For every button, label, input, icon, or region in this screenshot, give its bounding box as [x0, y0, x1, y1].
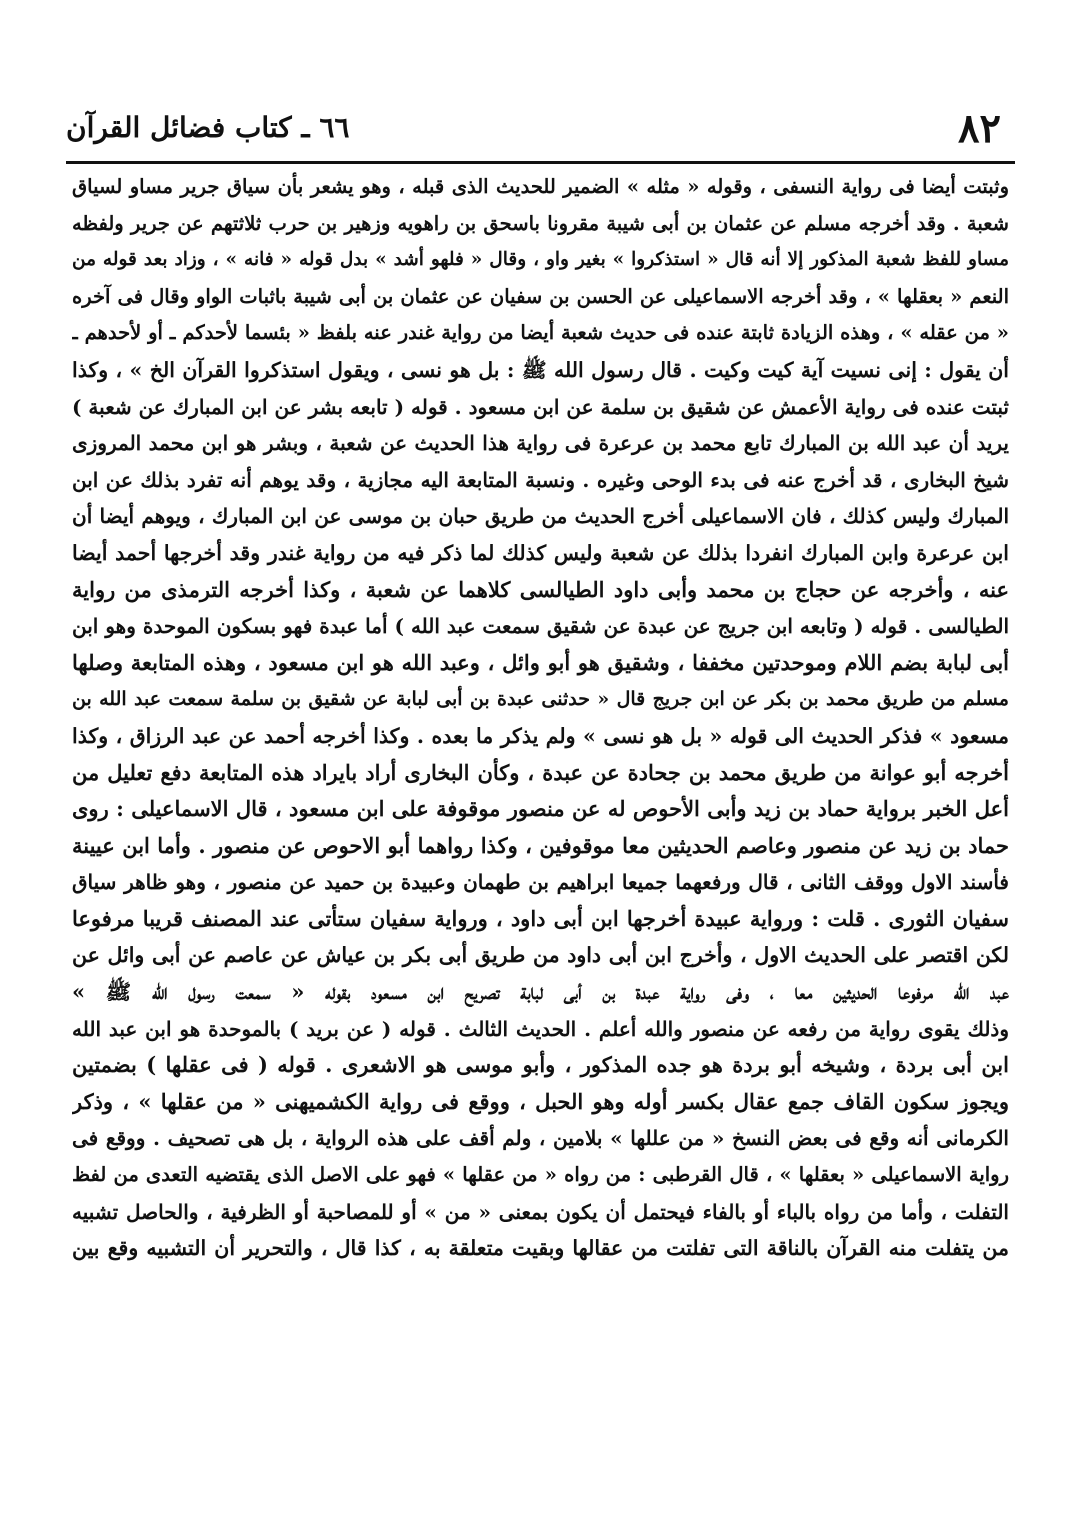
running-title: ٦٦ ـ كتاب فضائل القرآن	[66, 111, 350, 144]
text-line: وذلك يقوى رواية من رفعه عن منصور والله أعلم . الحديث الثالث . قوله ( عن بريد ) بالموحدة هو ابن عبد الله	[72, 1016, 1009, 1041]
text-line: مسعود » فذكر الحديث الى قوله « بل هو نسى » ولم يذكر ما بعده . وكذا أخرجه أحمد عن عبد الرزاق ، وكذا	[72, 723, 1009, 748]
text-line: عنه ، وأخرجه عن حجاج بن محمد وأبى داود الطيالسى كلاهما عن شعبة ، وكذا أخرجه الترمذى من رواية	[72, 576, 1009, 602]
commentary-text	[72, 169, 1009, 1454]
text-line: مسلم من طريق محمد بن بكر عن ابن جريج قال « حدثنى عبدة بن أبى لبابة عن شقيق بن سلمة سمعت عبد الله بن	[72, 688, 1009, 711]
text-line: شعبة . وقد أخرجه مسلم عن عثمان بن أبى شيبة مقرونا باسحق بن راهويه وزهير بن حرب ثلاثتهم عن جرير ولفظه	[72, 211, 1009, 235]
text-line: « من عقله » ، وهذه الزيادة ثابتة عنده فى حديث شعبة أيضا من رواية غندر عنه بلفظ « بئسما لأحدكم ـ أو لأحدهم ـ	[72, 321, 1009, 345]
text-line: ثبتت عنده فى رواية الأعمش عن شقيق بن سلمة عن ابن مسعود . قوله ( تابعه بشر عن ابن المبارك عن شعبة )	[72, 394, 1009, 419]
text-line: أن يقول : إنى نسيت آية كيت وكيت . قال رسول الله ﷺ : بل هو نسى ، ويقول استذكروا القرآن الخ » ، وكذا	[72, 357, 1009, 382]
text-line: مساو للفظ شعبة المذكور إلا أنه قال « استذكروا » بغير واو ، وقال « فلهو أشد » بدل قوله « فانه » ، وزاد بعد قوله من	[72, 249, 1009, 271]
text-line: المبارك وليس كذلك ، فان الاسماعيلى أخرج الحديث من طريق حبان بن موسى عن ابن المبارك ، ويوهم أيضا أن	[72, 504, 1009, 529]
text-line: الكرمانى أنه وقع فى بعض النسخ « من عللها » بلامين ، ولم أقف على هذه الرواية ، بل هى تصحيف . ووقع فى	[72, 1126, 1009, 1151]
text-line: الطيالسى . قوله ( وتابعه ابن جريج عن عبدة عن شقيق سمعت عبد الله ) أما عبدة فهو بسكون الموحدة وهو ابن	[72, 614, 1009, 639]
page-header	[66, 92, 1015, 156]
text-line: أعل الخبر برواية حماد بن زيد وأبى الأحوص له عن منصور موقوفة على ابن مسعود ، قال الاسماعيلى : روى	[72, 796, 1009, 822]
text-line: ابن أبى بردة ، وشيخه أبو بردة هو جده المذكور ، وأبو موسى هو الاشعرى . قوله ( فى عقلها ) بضمتين	[72, 1052, 1009, 1078]
text-line: لكن اقتصر على الحديث الاول ، وأخرج ابن أبى داود من طريق أبى بكر بن عياش عن عاصم عن أبى وائل عن	[72, 943, 1009, 968]
page-number: ٨٢	[958, 105, 1001, 152]
text-line: من يتفلت منه القرآن بالناقة التى تفلتت من عقالها وبقيت متعلقة به ، كذا قال ، والتحرير أن التشبيه وقع بين	[72, 1236, 1009, 1261]
text-line: ويجوز سكون القاف جمع عقال بكسر أوله وهو الحبل ، ووقع فى رواية الكشميهنى « من عقلها » ، وذكر	[72, 1088, 1009, 1114]
text-line: رواية الاسماعيلى « بعقلها » ، قال القرطبى : من رواه « من عقلها » فهو على الاصل الذى يقتضيه التعدى من لفظ	[72, 1163, 1009, 1187]
text-line: وثبتت أيضا فى رواية النسفى ، وقوله « مثله » الضمير للحديث الذى قبله ، وهو يشعر بأن سياق جرير مساو لسياق	[72, 175, 1009, 198]
text-line: سفيان الثورى . قلت : ورواية عبيدة أخرجها ابن أبى داود ، ورواية سفيان ستأتى عند المصنف قريبا مرفوعا	[72, 905, 1009, 931]
text-line: شيخ البخارى ، قد أخرج عنه فى بدء الوحى وغيره . ونسبة المتابعة اليه مجازية ، وقد يوهم أنه تفرد بذلك عن ابن	[72, 467, 1009, 492]
text-line: حماد بن زيد عن منصور وعاصم الحديثين معا موقوفين ، وكذا رواهما أبو الاحوص عن منصور . وأما ابن عيينة	[72, 832, 1009, 858]
text-line: النعم « بعقلها » ، وقد أخرجه الاسماعيلى عن الحسن بن سفيان عن عثمان بن أبى شيبة باثبات الواو وقال فى آخره	[72, 284, 1009, 308]
text-line: أخرجه أبو عوانة من طريق محمد بن جحادة عن عبدة ، وكأن البخارى أراد بايراد هذه المتابعة دفع تعليل من	[72, 759, 1009, 785]
text-line: أبى لبابة بضم اللام وموحدتين مخففا ، وشقيق هو أبو وائل ، وعبد الله هو ابن مسعود ، وهذه المتابعة وصلها	[72, 649, 1009, 675]
text-line: ابن عرعرة وابن المبارك انفردا بذلك عن شعبة وليس كذلك لما ذكر فيه من رواية غندر وقد أخرجها أحمد أيضا	[72, 540, 1009, 565]
text-line: عبد الله مرفوعا الحديثين معا ، وفى رواية عبدة بن أبى لبابة تصريح ابن مسعود بقوله « سمعت رسول الله ﷺ »	[72, 979, 1009, 1005]
text-line: التفلت ، وأما من رواه بالباء أو بالفاء فيحتمل أن يكون بمعنى « من » أو للمصاحبة أو الظرفية ، والحاصل تشبيه	[72, 1199, 1009, 1224]
header-rule	[66, 161, 1015, 164]
text-line: فأسند الاول ووقف الثانى ، قال ورفعهما جميعا ابراهيم بن طهمان وعبيدة بن حميد عن منصور ، وهو ظاهر سياق	[72, 870, 1009, 895]
text-line: يريد أن عبد الله بن المبارك تابع محمد بن عرعرة فى رواية هذا الحديث عن شعبة ، وبشر هو ابن محمد المروزى	[72, 431, 1009, 456]
